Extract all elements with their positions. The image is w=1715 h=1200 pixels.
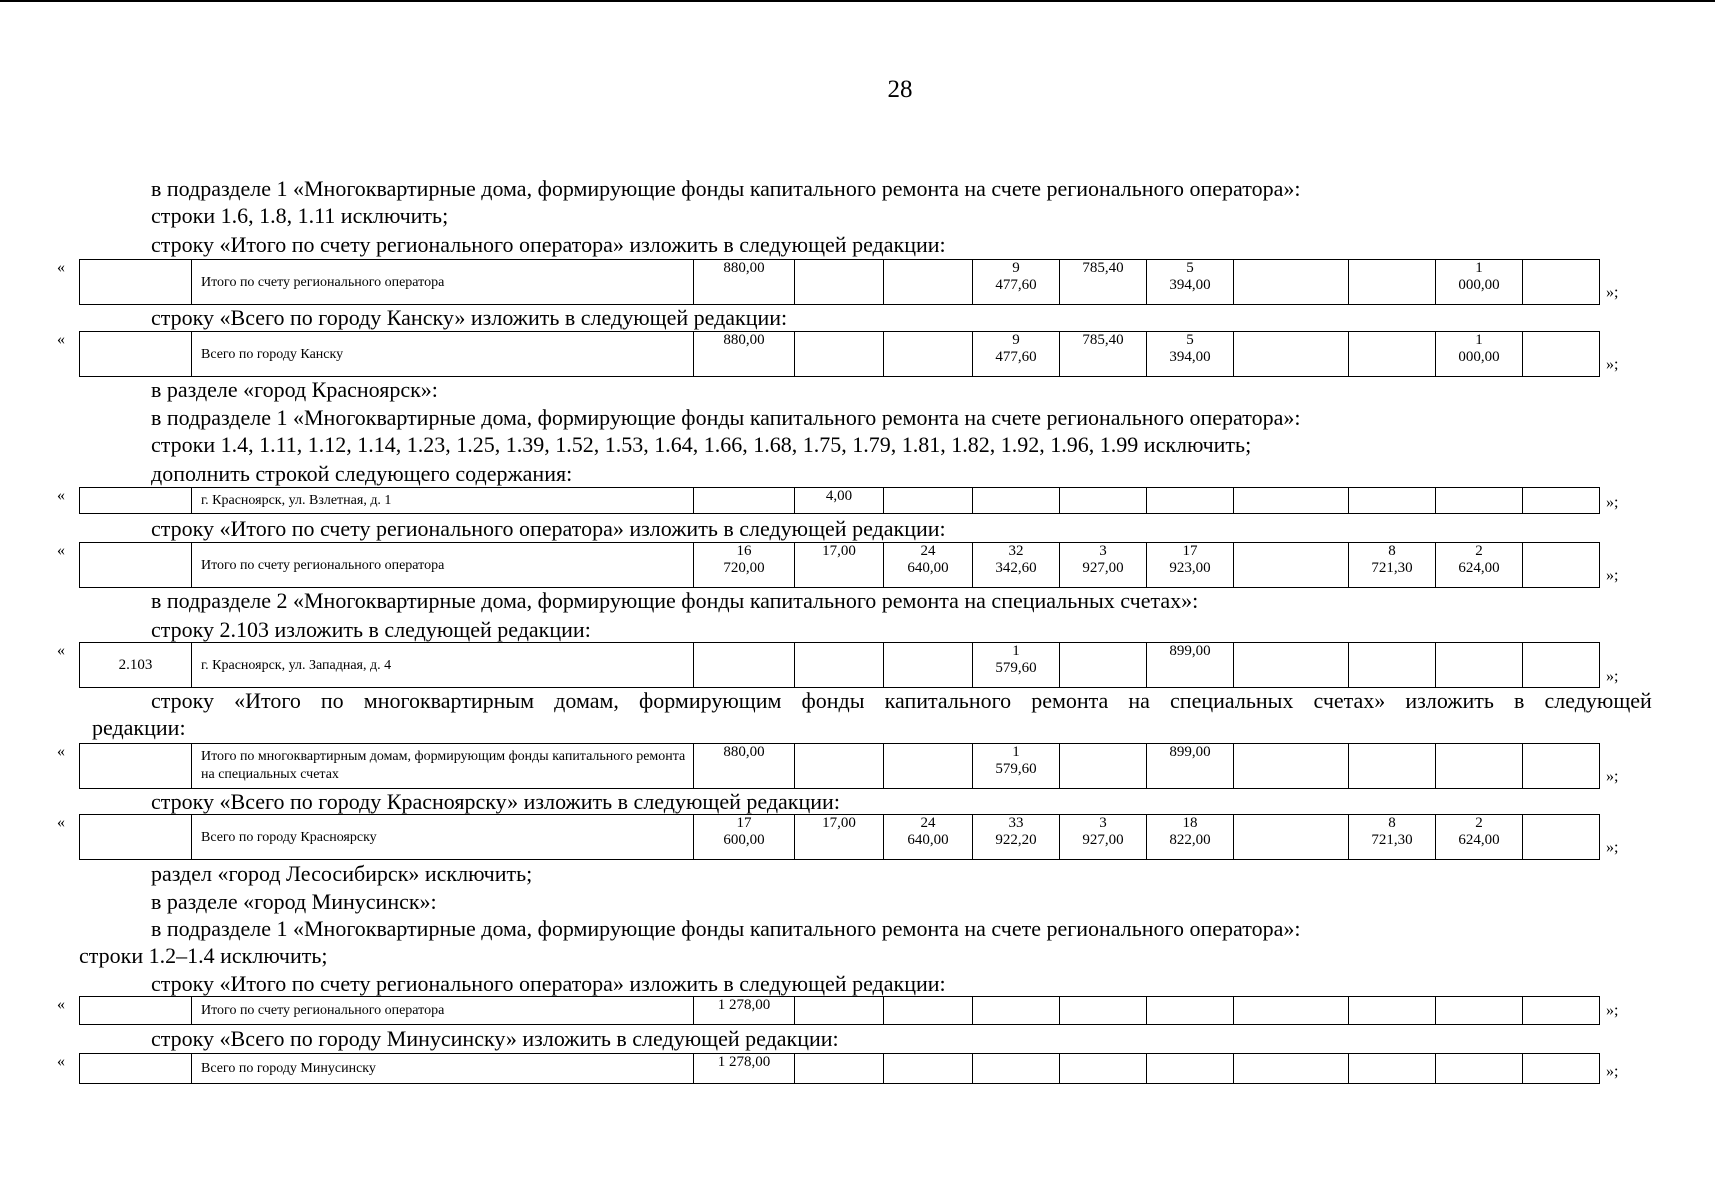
row-number-cell (80, 815, 192, 860)
value-cell (1523, 643, 1600, 688)
value-line-2: 579,60 (995, 660, 1037, 676)
value-line-2: 721,30 (1371, 560, 1413, 576)
value-line-2: 394,00 (1169, 277, 1211, 293)
value-line-2: 342,60 (995, 560, 1037, 576)
krasnoyarsk-add-row-intro: дополнить строкой следующего содержания: (151, 461, 573, 486)
value-line-1: 2 (1475, 543, 1483, 559)
value-line-1: 24 (920, 543, 936, 559)
value-cell (1523, 1054, 1600, 1084)
value-cell (1060, 260, 1147, 305)
value-line-2: 640,00 (907, 560, 949, 576)
justified-word: капитального (884, 688, 1012, 713)
value-cell (795, 997, 884, 1025)
kansk-itogo-intro: строку «Итого по счету регионального оператора» изложить в следующей редакции: (151, 232, 946, 257)
value-line-2: 721,30 (1371, 832, 1413, 848)
table-row (80, 260, 1600, 305)
value-cell (884, 744, 973, 789)
value-cell (1147, 643, 1234, 688)
value-line-1: 3 (1099, 543, 1107, 559)
amendment-row (0, 542, 1715, 587)
amendment-table (79, 259, 1600, 305)
value-line-2: 394,00 (1169, 349, 1211, 365)
value-cell (694, 643, 795, 688)
value-cell (1349, 815, 1436, 860)
value-line-1: 17,00 (822, 543, 856, 559)
value-cell (1147, 997, 1234, 1025)
table-row (80, 1054, 1600, 1084)
quote-open: « (57, 996, 65, 1013)
value-cell (1060, 643, 1147, 688)
amendment-row (0, 642, 1715, 687)
row-number-cell (80, 260, 192, 305)
value-cell (1349, 643, 1436, 688)
justified-word: формирующим (639, 688, 782, 713)
value-cell (1234, 332, 1349, 377)
value-cell (884, 643, 973, 688)
value-cell (1147, 815, 1234, 860)
krasnoyarsk-section: в разделе «город Красноярск»: (151, 377, 438, 402)
table-row (80, 744, 1600, 789)
value-cell (884, 488, 973, 514)
value-line-1: 4,00 (825, 488, 853, 504)
value-cell (884, 260, 973, 305)
value-cell (1349, 744, 1436, 789)
value-cell (1234, 488, 1349, 514)
quote-open: « (57, 542, 65, 559)
value-cell (1234, 543, 1349, 588)
value-cell (1147, 1054, 1234, 1084)
amendment-table (79, 331, 1600, 377)
value-line-1: 5 (1186, 260, 1194, 276)
table-row (80, 543, 1600, 588)
table-row (80, 815, 1600, 860)
row-name-cell: Всего по городу Минусинску (192, 1054, 694, 1084)
kansk-subsection-1: в подразделе 1 «Многоквартирные дома, формирующие фонды капитального ремонта на счете регионального оператора»: (151, 176, 1301, 201)
value-cell (973, 744, 1060, 789)
value-cell (1349, 997, 1436, 1025)
value-cell (884, 815, 973, 860)
value-cell (795, 744, 884, 789)
value-cell (1147, 744, 1234, 789)
value-line-1: 1 (1012, 643, 1020, 659)
value-line-1: 8 (1388, 815, 1396, 831)
value-line-1: 785,40 (1082, 332, 1124, 348)
value-line-2: 923,00 (1169, 560, 1211, 576)
kansk-vsego-intro: строку «Всего по городу Канску» изложить в следующей редакции: (151, 305, 788, 330)
value-cell (1234, 815, 1349, 860)
value-cell (884, 997, 973, 1025)
value-line-2: 822,00 (1169, 832, 1211, 848)
value-cell (1060, 815, 1147, 860)
table-row (80, 332, 1600, 377)
value-cell (694, 1054, 795, 1084)
quote-open: « (57, 487, 65, 504)
quote-close: »; (1606, 768, 1619, 785)
value-line-1: 32 (1008, 543, 1024, 559)
value-cell (694, 815, 795, 860)
amendment-table (79, 1053, 1600, 1084)
value-cell (1349, 332, 1436, 377)
value-cell (795, 543, 884, 588)
row-name-cell: Итого по счету регионального оператора (192, 260, 694, 305)
value-line-1: 24 (920, 815, 936, 831)
row-name-cell: Всего по городу Красноярску (192, 815, 694, 860)
value-cell (795, 643, 884, 688)
value-cell (1147, 543, 1234, 588)
value-line-1: 8 (1388, 543, 1396, 559)
value-line-2: 477,60 (995, 277, 1037, 293)
value-line-2: 624,00 (1458, 560, 1500, 576)
value-cell (1349, 260, 1436, 305)
table-row (80, 997, 1600, 1025)
value-line-2: 600,00 (723, 832, 765, 848)
value-line-1: 1 278,00 (717, 997, 771, 1013)
value-cell (694, 744, 795, 789)
justified-word: специальных (1170, 688, 1294, 713)
justified-word: домам, (554, 688, 619, 713)
value-cell (973, 543, 1060, 588)
value-cell (694, 543, 795, 588)
value-cell (1436, 260, 1523, 305)
value-line-1: 9 (1012, 332, 1020, 348)
value-cell (973, 332, 1060, 377)
krasnoyarsk-vsego-intro: строку «Всего по городу Красноярску» изложить в следующей редакции: (151, 789, 840, 814)
amendment-row (0, 814, 1715, 859)
row-name-cell: г. Красноярск, ул. Западная, д. 4 (192, 643, 694, 688)
quote-close: »; (1606, 839, 1619, 856)
value-cell (1436, 997, 1523, 1025)
value-line-1: 9 (1012, 260, 1020, 276)
value-cell (1147, 332, 1234, 377)
value-cell (1436, 543, 1523, 588)
value-cell (1436, 332, 1523, 377)
amendment-table (79, 487, 1600, 514)
page-top-border (0, 0, 1715, 2)
value-line-2: 477,60 (995, 349, 1037, 365)
value-cell (1436, 744, 1523, 789)
row-name-cell: Итого по счету регионального оператора (192, 997, 694, 1025)
value-cell (973, 997, 1060, 1025)
amendment-table (79, 642, 1600, 688)
value-line-1: 1 (1475, 332, 1483, 348)
krasnoyarsk-itogo-spec-intro (151, 688, 1652, 714)
amendment-row (0, 743, 1715, 788)
table-row (80, 488, 1600, 514)
row-name-cell: Итого по многоквартирным домам, формирующим фонды капитального ремонта на специальных счетах (192, 744, 694, 789)
minusinsk-subsection-1: в подразделе 1 «Многоквартирные дома, формирующие фонды капитального ремонта на счете регионального оператора»: (151, 916, 1301, 941)
value-cell (694, 260, 795, 305)
value-line-1: 1 278,00 (717, 1054, 771, 1070)
value-cell (1234, 260, 1349, 305)
value-line-2: 624,00 (1458, 832, 1500, 848)
justified-word: «Итого (234, 688, 301, 713)
value-line-2: 000,00 (1458, 277, 1500, 293)
value-line-2: 000,00 (1458, 349, 1500, 365)
value-line-2: 579,60 (995, 761, 1037, 777)
value-cell (795, 332, 884, 377)
amendment-table (79, 542, 1600, 588)
justified-word: следующей (1544, 688, 1652, 713)
quote-close: »; (1606, 668, 1619, 685)
justified-word: изложить (1405, 688, 1494, 713)
value-line-1: 1 (1475, 260, 1483, 276)
value-cell (1060, 744, 1147, 789)
value-line-1: 880,00 (723, 332, 765, 348)
krasnoyarsk-exclude-rows: строки 1.4, 1.11, 1.12, 1.14, 1.23, 1.25, 1.39, 1.52, 1.53, 1.64, 1.66, 1.68, 1.75, 1.79, 1.81, 1.82, 1.92, 1.96, 1.99 исключить; (151, 432, 1252, 457)
value-cell (1523, 260, 1600, 305)
value-cell (973, 260, 1060, 305)
minusinsk-section: в разделе «город Минусинск»: (151, 889, 437, 914)
justified-word: многоквартирным (363, 688, 535, 713)
value-line-1: 17 (1182, 543, 1198, 559)
value-cell (973, 488, 1060, 514)
minusinsk-exclude-rows: строки 1.2–1.4 исключить; (79, 943, 328, 968)
value-cell (1060, 997, 1147, 1025)
value-cell (1523, 997, 1600, 1025)
value-cell (1436, 815, 1523, 860)
value-cell (973, 815, 1060, 860)
amendment-row (0, 259, 1715, 304)
quote-close: »; (1606, 1063, 1619, 1080)
value-line-1: 5 (1186, 332, 1194, 348)
value-cell (1147, 488, 1234, 514)
krasnoyarsk-2103-intro: строку 2.103 изложить в следующей редакции: (151, 617, 591, 642)
value-cell (1234, 1054, 1349, 1084)
row-number-cell (80, 997, 192, 1025)
quote-close: »; (1606, 284, 1619, 301)
amendment-table (79, 996, 1600, 1025)
value-line-1: 880,00 (723, 260, 765, 276)
value-line-1: 18 (1182, 815, 1198, 831)
value-cell (1060, 488, 1147, 514)
value-line-2: 927,00 (1082, 832, 1124, 848)
amendment-table (79, 743, 1600, 789)
value-cell (884, 1054, 973, 1084)
quote-open: « (57, 1053, 65, 1070)
value-line-1: 16 (736, 543, 752, 559)
justified-word: в (1514, 688, 1525, 713)
value-cell (1060, 543, 1147, 588)
value-line-2: 927,00 (1082, 560, 1124, 576)
value-cell (1234, 997, 1349, 1025)
value-cell (1147, 260, 1234, 305)
value-cell (1349, 543, 1436, 588)
value-cell (1523, 815, 1600, 860)
value-cell (1060, 332, 1147, 377)
quote-open: « (57, 259, 65, 276)
value-cell (795, 488, 884, 514)
amendment-row (0, 487, 1715, 513)
value-line-1: 1 (1012, 744, 1020, 760)
quote-close: »; (1606, 1002, 1619, 1019)
value-line-1: 17 (736, 815, 752, 831)
row-number-cell (80, 488, 192, 514)
value-cell (1523, 543, 1600, 588)
row-number-cell (80, 543, 192, 588)
amendment-table (79, 814, 1600, 860)
lesosibirsk-exclude: раздел «город Лесосибирск» исключить; (151, 861, 533, 886)
quote-open: « (57, 331, 65, 348)
value-cell (884, 543, 973, 588)
justified-word: на (1128, 688, 1150, 713)
quote-close: »; (1606, 356, 1619, 373)
minusinsk-itogo-intro: строку «Итого по счету регионального оператора» изложить в следующей редакции: (151, 971, 946, 996)
justified-word: по (320, 688, 344, 713)
value-line-1: 3 (1099, 815, 1107, 831)
value-cell (1436, 1054, 1523, 1084)
value-line-1: 880,00 (723, 744, 765, 760)
value-line-1: 17,00 (822, 815, 856, 831)
quote-open: « (57, 642, 65, 659)
value-cell (1349, 1054, 1436, 1084)
quote-close: »; (1606, 494, 1619, 511)
value-cell (1234, 643, 1349, 688)
value-cell (1349, 488, 1436, 514)
value-line-2: 640,00 (907, 832, 949, 848)
value-line-1: 33 (1008, 815, 1024, 831)
justified-word: ремонта (1031, 688, 1109, 713)
row-name-cell: Всего по городу Канску (192, 332, 694, 377)
value-cell (1234, 744, 1349, 789)
row-name-cell: г. Красноярск, ул. Взлетная, д. 1 (192, 488, 694, 514)
row-number-cell (80, 332, 192, 377)
table-row (80, 643, 1600, 688)
page-number: 28 (887, 76, 913, 103)
value-line-1: 2 (1475, 815, 1483, 831)
row-number-cell (80, 1054, 192, 1084)
value-cell (694, 332, 795, 377)
value-line-1: 785,40 (1082, 260, 1124, 276)
row-number-cell (80, 744, 192, 789)
justified-word: строку (151, 688, 215, 713)
value-line-2: 720,00 (723, 560, 765, 576)
quote-open: « (57, 814, 65, 831)
minusinsk-vsego-intro: строку «Всего по городу Минусинску» изложить в следующей редакции: (151, 1026, 839, 1051)
value-line-2: 922,20 (995, 832, 1037, 848)
value-cell (1060, 1054, 1147, 1084)
value-cell (973, 643, 1060, 688)
kansk-exclude-rows: строки 1.6, 1.8, 1.11 исключить; (151, 203, 449, 228)
amendment-row (0, 331, 1715, 376)
krasnoyarsk-itogo-spec-intro-end: редакции: (92, 715, 186, 740)
value-cell (1523, 744, 1600, 789)
amendment-row (0, 1053, 1715, 1083)
value-cell (1436, 488, 1523, 514)
value-cell (1523, 332, 1600, 377)
value-line-1: 899,00 (1169, 744, 1211, 760)
value-cell (973, 1054, 1060, 1084)
value-cell (1523, 488, 1600, 514)
krasnoyarsk-subsection-2: в подразделе 2 «Многоквартирные дома, формирующие фонды капитального ремонта на специальных счетах»: (151, 588, 1199, 613)
justified-word: фонды (801, 688, 865, 713)
amendment-row (0, 996, 1715, 1024)
quote-open: « (57, 743, 65, 760)
krasnoyarsk-itogo-intro: строку «Итого по счету регионального оператора» изложить в следующей редакции: (151, 516, 946, 541)
quote-close: »; (1606, 567, 1619, 584)
value-cell (1436, 643, 1523, 688)
value-cell (795, 815, 884, 860)
row-name-cell: Итого по счету регионального оператора (192, 543, 694, 588)
krasnoyarsk-subsection-1: в подразделе 1 «Многоквартирные дома, формирующие фонды капитального ремонта на счете регионального оператора»: (151, 405, 1301, 430)
value-cell (795, 1054, 884, 1084)
justified-word: счетах» (1313, 688, 1386, 713)
value-cell (795, 260, 884, 305)
value-cell (694, 997, 795, 1025)
value-line-1: 899,00 (1169, 643, 1211, 659)
value-cell (694, 488, 795, 514)
row-number-cell: 2.103 (80, 643, 192, 688)
value-cell (884, 332, 973, 377)
